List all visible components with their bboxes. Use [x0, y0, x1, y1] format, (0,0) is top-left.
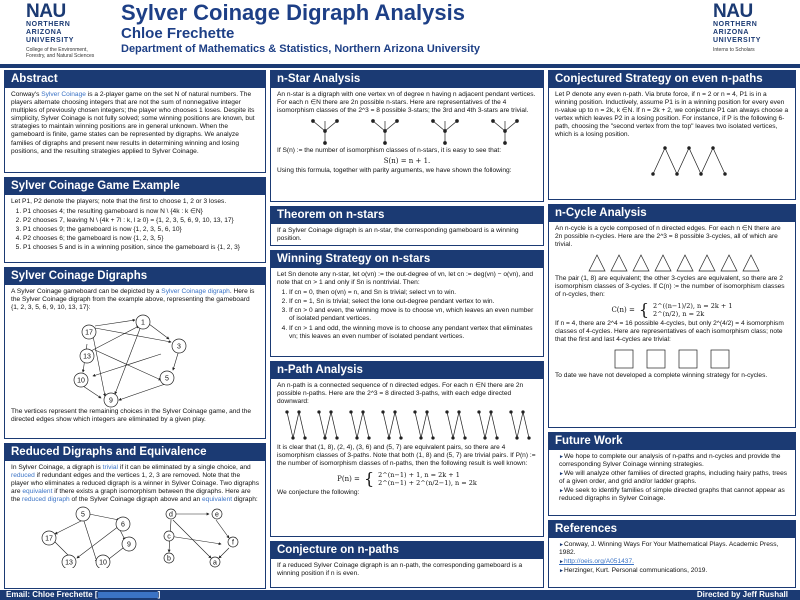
panel-heading: Abstract	[5, 71, 265, 88]
reduced-and-equivalent-digraphs	[11, 506, 261, 568]
formula-case: 2^(n−1) + 2^(n/2−1), n = 2k	[378, 478, 477, 487]
digraphs-text: A Sylver Coinage gameboard can be depicted by a	[11, 288, 162, 295]
footer-advisor: Directed by Jeff Rushall	[696, 590, 788, 599]
equivalent-node-label: c	[167, 533, 171, 541]
reduced-text: if there exists a graph isomorphism between the digraphs. Here are the	[11, 488, 251, 504]
panel-body	[549, 450, 795, 508]
reduced-node-label: 10	[99, 559, 107, 567]
brace-icon: {	[638, 299, 650, 319]
panel-heading: Theorem on n-stars	[271, 207, 543, 224]
npath-formula	[277, 468, 537, 488]
panel-heading: References	[549, 521, 795, 538]
four-cycle-text: If n = 4, there are 2^4 = 16 possible 4-cycles, but only 2^(4/2) = 4 isomorphism classes of 4-cycles. Here are representatives of each isomorphism class; note that the first and last 4-cycles are trivial:	[555, 319, 784, 343]
panel-heading: Conjecture on n-paths	[271, 542, 543, 559]
email-label: Email: Chloe Frechette [	[6, 590, 98, 599]
digraph-node-label: 10	[77, 377, 85, 385]
panel-heading: Sylver Coinage Game Example	[5, 178, 265, 195]
panel-body	[549, 538, 795, 579]
npath-conjecture-lead: We conjecture the following:	[277, 488, 360, 496]
digraphs-caption: The vertices represent the remaining choices in the Sylver Coinage game, and the directed edges show which integers are eliminated by a given play.	[11, 408, 252, 424]
brace-icon: {	[363, 468, 375, 488]
three-path-diagrams	[277, 408, 539, 444]
digraph-node-label: 5	[165, 375, 169, 383]
sylver-coinage-digraph-link[interactable]: Sylver Coinage digraph	[161, 288, 230, 295]
formula-case: 2^(n−1) + 1, n = 2k + 1	[378, 470, 460, 479]
reduced-node-label: 6	[121, 521, 125, 529]
logo-name-line: ARIZONA	[26, 29, 63, 36]
future-list	[555, 453, 789, 504]
ncycle-panel	[548, 204, 796, 428]
three-star-diagrams	[277, 117, 539, 147]
formula-lhs: C(n) =	[611, 305, 635, 314]
panel-body: If a reduced Sylver Coinage digraph is an n-path, the corresponding gameboard is a winning position if n is even.	[277, 562, 523, 578]
conjecture-npaths-panel	[270, 541, 544, 588]
digraph-node-label: 1	[141, 319, 145, 327]
four-cycle-diagrams	[555, 346, 791, 372]
npath-panel	[270, 361, 544, 537]
sylver-coinage-link[interactable]: Sylver Coinage	[41, 91, 86, 98]
panel-body	[5, 88, 265, 159]
formula-case: 2^(n/2), n = 2k	[653, 309, 705, 318]
panel-heading: Future Work	[549, 433, 795, 450]
nau-logo-left	[26, 2, 106, 64]
equivalent-node-label: d	[169, 511, 173, 519]
reduced-text: of the Sylver Coinage digraph above and an	[69, 496, 203, 504]
six-path-diagram	[555, 142, 791, 178]
reference-item: ► Conway, J. Winning Ways For Your Mathematical Plays. Academic Press, 1982.	[559, 541, 789, 557]
reference-item: ► Herzinger, Kurt. Personal communications, 2019.	[559, 567, 789, 575]
ncycle-formula	[555, 299, 789, 319]
poster-title: Sylver Coinage Digraph Analysis	[121, 0, 465, 25]
example-step: 5. P1 chooses 5 and is in a winning position, since the gameboard is {1, 2, 3}	[23, 244, 259, 252]
equivalent-node-label: e	[215, 511, 219, 519]
future-item: ► We hope to complete our analysis of n-paths and n-cycles and provide the corresponding Sylver Coinage winning strategies.	[559, 453, 789, 469]
panel-heading: n-Cycle Analysis	[549, 205, 795, 222]
logo-unit: College of the Environment, Forestry, and Natural Sciences	[26, 47, 95, 59]
logo-name-line: NORTHERN	[26, 21, 71, 28]
example-step: 3. P1 chooses 9; the gameboard is now {1, 2, 3, 5, 6, 10}	[23, 226, 259, 234]
panel-heading: Sylver Coinage Digraphs	[5, 268, 265, 285]
theorem-nstars-panel	[270, 206, 544, 246]
strategy-case: 2. If cn = 1, Sn is trivial; select the lone out-degree pendant vertex to win.	[289, 298, 537, 306]
logo-mark: NAU	[26, 1, 66, 22]
abstract-panel	[4, 70, 266, 173]
digraph-node-label: 9	[109, 397, 113, 405]
reduced-text: if it can be eliminated by a single choice, and	[118, 464, 251, 471]
nstar-formula: S(n) = n + 1.	[383, 157, 431, 166]
digraph-node-label: 17	[85, 329, 93, 337]
ncycle-classes-text: The pair (1, 8) are equivalent; the other 3-cycles are equivalent, so there are 2 isomorphism classes of 3-cycles. If C(n) := the number of isomorphism classes of n-cycles, then:	[555, 275, 785, 299]
digraph-node-label: 3	[177, 343, 181, 351]
conjectured-strategy-panel	[548, 70, 796, 200]
poster-author: Chloe Frechette	[121, 25, 235, 42]
panel-body: If a Sylver Coinage digraph is an n-star, the corresponding gameboard is a winning position.	[277, 227, 519, 243]
references-panel	[548, 520, 796, 588]
trivial-term[interactable]: trivial	[102, 464, 119, 471]
example-steps	[11, 208, 259, 252]
footer-email	[6, 590, 160, 600]
logo-name-line: UNIVERSITY	[713, 37, 762, 44]
future-item: ► We will analyze other families of directed graphs, including hairy paths, trees of a given order, and grid and/or ladder graphs.	[559, 470, 789, 486]
equivalent-node-label: a	[213, 559, 217, 567]
nau-logo-right	[713, 2, 793, 64]
logo-name-line: ARIZONA	[713, 29, 750, 36]
example-step: 2. P2 chooses 7, leaving N \ {4k + 7l : k, l ≥ 0} = {1, 2, 3, 5, 6, 9, 10, 13, 17}	[23, 217, 259, 225]
reduced-node-label: 17	[45, 535, 53, 543]
logo-mark: NAU	[713, 1, 753, 22]
reduced-text: digraph:	[232, 496, 258, 504]
reduced-term[interactable]: reduced	[11, 472, 35, 480]
abstract-text: is a 2-player game on the set N of natural numbers. The players alternate choosing integers that are not the sum of nonnegative integer multiples of previously chosen integers; the player who chooses 1 loses. Despite its simplicity, Sylver Coinage is not fully solved; some winning positions are known, but strategies to maintain winning positions are in general unknown. When the gameboard is finite, game states can be represented by digraphs. We analyze families of digraphs and present new results in determining winning and losing positions, and the resulting strategies applied to Sylver Coinage.	[11, 91, 255, 155]
example-digraph	[11, 314, 261, 408]
reduced-digraphs-panel	[4, 443, 266, 589]
panel-body	[271, 268, 543, 345]
three-cycle-diagrams	[555, 251, 791, 275]
equivalent-term[interactable]: equivalent	[22, 488, 53, 496]
ncycle-intro: An n-cycle is a cycle composed of n directed edges. For each n ∈N there are 2n possible n-cycles. Here are the 2^3 = 8 possible 3-cycles, all of which are trivial.	[555, 225, 781, 249]
header-divider	[0, 64, 800, 68]
npath-classes-text: It is clear that (1, 8), (2, 4), (3, 6) and (5, 7) are equivalent pairs, so there are 4 isomorphism classes of 3-paths. Note that both (1, 8) and (5, 7) are trivial pairs. If P(n) := the number of isomorphism classes of n-paths, then the following result is well known:	[277, 444, 536, 468]
reduced-digraph-term[interactable]: reduced digraph	[22, 496, 70, 504]
logo-name-line: UNIVERSITY	[26, 37, 75, 44]
panel-heading: n-Path Analysis	[271, 362, 543, 379]
panel-body	[549, 222, 795, 385]
strategy-case: 3. If cn > 0 and even, the winning move is to choose vn, which leaves an even number of isolated pendant vertices.	[289, 307, 537, 323]
digraphs-text: . Here is the Sylver Coinage digraph from the example above, representing the gameboard {1, 2, 3, 5, 6, 9, 10, 13, 17}:	[11, 288, 255, 312]
reduced-node-label: 9	[127, 541, 131, 549]
panel-body	[549, 88, 795, 181]
equivalent-node-label: b	[167, 555, 171, 563]
ncycle-note: To date we have not developed a complete winning strategy for n-cycles.	[555, 371, 768, 379]
reduced-text: if redundant edges and the vertices 1, 2, 3 are removed. Note that the player who eliminates a reduced digraph is a winner in Sylver Coinage. Two digraphs are	[11, 472, 260, 496]
panel-body	[5, 461, 265, 571]
digraph-node-label: 13	[83, 353, 91, 361]
nstar-conclusion: Using this formula, together with parity arguments, we have shown the following:	[277, 167, 512, 175]
strategy-intro: Let Sn denote any n-star, let o(vn) := the out-degree of vn, let cn := deg(vn) − o(vn), and note that cn > 1 and only if Sn is nontrivial. Then:	[277, 271, 534, 287]
npath-intro: An n-path is a connected sequence of n directed edges. For each n ∈N there are 2n possible n-paths. Here are the 2^3 = 8 directed 3-paths, with each edge directed downward:	[277, 382, 524, 406]
digraphs-panel	[4, 267, 266, 439]
strategy-case: 4. If cn > 1 and odd, the winning move is to choose any pendant vertex that eliminates vn; this leaves an even number of isolated pendant vertices.	[289, 325, 537, 341]
winning-strategy-nstars-panel	[270, 250, 544, 357]
panel-body	[5, 195, 265, 257]
email-close: ]	[157, 590, 161, 599]
panel-body	[271, 379, 543, 502]
equivalent-digraph-term[interactable]: equivalent	[202, 496, 233, 504]
oeis-link[interactable]: ► http://oeis.org/A051437.	[559, 558, 789, 566]
example-step: 4. P2 chooses 6; the gameboard is now {1, 2, 3, 5}	[23, 235, 259, 243]
poster-footer	[0, 590, 800, 600]
future-item: ► We seek to identify families of simple directed graphs that cannot appear as reduced digraphs in Sylver Coinage.	[559, 487, 789, 503]
formula-case: 2^((n−1)/2), n = 2k + 1	[653, 301, 733, 310]
panel-heading: n-Star Analysis	[271, 71, 543, 88]
nstar-panel	[270, 70, 544, 202]
future-work-panel	[548, 432, 796, 516]
reduced-text: In Sylver Coinage, a digraph is	[11, 464, 103, 471]
redacted-email-link[interactable]	[98, 592, 158, 598]
equivalent-node-label: f	[232, 539, 234, 547]
poster-department: Department of Mathematics & Statistics, Northern Arizona University	[121, 43, 481, 55]
game-example-panel	[4, 177, 266, 263]
strategy-case: 1. If cn = 0, then o(vn) = n, and Sn is trivial; select vn to win.	[289, 289, 537, 297]
example-step: 1. P1 chooses 4; the resulting gameboard is now N \ {4k : k ∈N}	[23, 208, 259, 216]
logo-name-line: NORTHERN	[713, 21, 758, 28]
abstract-text: Conway's	[11, 91, 42, 98]
panel-body	[271, 88, 543, 181]
panel-heading: Conjectured Strategy on even n-paths	[549, 71, 795, 88]
reduced-node-label: 13	[65, 559, 73, 567]
poster-header	[0, 0, 800, 66]
example-intro: Let P1, P2 denote the players; note that the first to choose 1, 2 or 3 loses.	[11, 198, 227, 205]
strategy-text: Let P denote any even n-path. Via brute force, if n = 2 or n = 4, P1 is in a winning position. Inductively, assume P1 is in a winning position for every even n-value up to n = 2k, k ∈N. If n = 2k + 2, we conjecture P1 can always choose a vertex which leaves P2 in a losing position. For instance, if P is the following 6-path, choosing the "second vertex from the top" leaves two isolated vertices, which is a losing position.	[555, 91, 789, 139]
references-list	[555, 541, 789, 575]
panel-heading: Winning Strategy on n-stars	[271, 251, 543, 268]
nstar-intro: An n-star is a digraph with one vertex vn of degree n having n adjacent pendant vertices. For each n ∈N there are 2n possible n-stars. Here are representatives of the 4 isomorphism classes of the 2^3 = 8 possible 3-stars; the 3rd and 4th 3-stars are trivial.	[277, 91, 536, 115]
formula-lhs: P(n) =	[337, 474, 360, 483]
logo-unit: Interns to Scholars	[713, 47, 755, 53]
nstar-count-text: If S(n) := the number of isomorphism classes of n-stars, it is easy to see that:	[277, 147, 502, 155]
panel-heading: Reduced Digraphs and Equivalence	[5, 444, 265, 461]
panel-body	[5, 285, 265, 429]
strategy-cases	[277, 289, 537, 341]
reduced-node-label: 5	[81, 511, 85, 519]
